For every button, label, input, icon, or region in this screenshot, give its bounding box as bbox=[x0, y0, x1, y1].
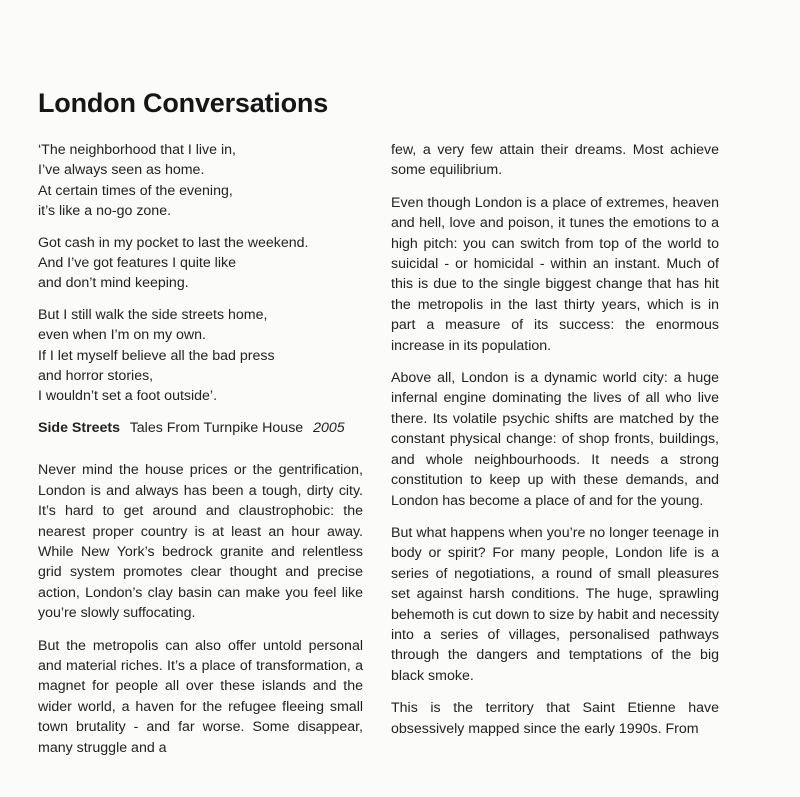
body-paragraph: Above all, London is a dynamic world city: a huge infernal engine dominating the lives of all who live there. Its volatile psychic shifts are matched by the constant physical change: of shop fronts, buildings, and whole neighbourhoods. It needs a strong constitution to keep up with these demands, and London has become a place of and for the young. bbox=[391, 370, 719, 509]
body-paragraph: This is the territory that Saint Etienne have obsessively mapped since the early 1990s. From bbox=[391, 700, 719, 737]
poem-line: At certain times of the evening, bbox=[38, 182, 233, 199]
poem-stanza bbox=[38, 140, 363, 222]
poem-line: and horror stories, bbox=[38, 368, 154, 385]
body-paragraph: Never mind the house prices or the gentrification, London is and always has been a tough, dirty city. It’s hard to get around and claustrophobic: the nearest proper country is at least an hour away. While New York’s bedrock granite and relentless grid system promotes clear thought and precise action, London’s clay basin can make you feel like you’re slowly suffocating. bbox=[38, 462, 363, 622]
left-column bbox=[38, 140, 363, 770]
poem-line: But I still walk the side streets home, bbox=[38, 306, 268, 323]
body-paragraph: Even though London is a place of extremes, heaven and hell, love and poison, it tunes the emotions to a high pitch: you can switch from top of the world to suicidal - or homicidal - within an instant. Much of this is due to the single biggest change that has hit the metropolis in the last thirty years, which is in part a measure of its success: the enormous increase in its population. bbox=[391, 194, 719, 354]
poem-line: it’s like a no-go zone. bbox=[38, 203, 172, 220]
release-year: 2005 bbox=[313, 419, 345, 436]
song-title: Side Streets bbox=[38, 419, 121, 436]
song-credit bbox=[38, 418, 363, 438]
poem-line: If I let myself believe all the bad press bbox=[38, 347, 275, 364]
album-title: Tales From Turnpike House bbox=[129, 419, 304, 436]
poem-line: Got cash in my pocket to last the weekend. bbox=[38, 234, 309, 251]
poem-line: And I’ve got features I quite like bbox=[38, 255, 236, 272]
poem-stanza bbox=[38, 305, 363, 407]
poem-line: ‘The neighborhood that I live in, bbox=[38, 142, 236, 158]
body-paragraph: But the metropolis can also offer untold personal and material riches. It’s a place of transformation, a magnet for people all over these islands and the wider world, a haven for the refugee fleeing small town brutality - and far worse. Some disappear, many struggle and a bbox=[38, 637, 363, 756]
poem-line: I wouldn’t set a foot outside’. bbox=[38, 388, 218, 405]
poem-stanza bbox=[38, 233, 363, 294]
poem-line: even when I’m on my own. bbox=[38, 327, 206, 344]
poem-line: and don’t mind keeping. bbox=[38, 275, 189, 292]
body-paragraph: few, a very few attain their dreams. Most achieve some equilibrium. bbox=[391, 142, 719, 179]
body-paragraph: But what happens when you’re no longer teenage in body or spirit? For many people, London life is a series of negotiations, a round of small pleasures set against harsh conditions. The huge, sprawling behemoth is cut down to size by habit and necessity into a series of villages, personalised pathways through the dangers and temptations of the big black smoke. bbox=[391, 524, 719, 684]
right-column bbox=[391, 140, 719, 751]
poem-line: I’ve always seen as home. bbox=[38, 162, 205, 179]
page-title: London Conversations bbox=[38, 88, 329, 118]
